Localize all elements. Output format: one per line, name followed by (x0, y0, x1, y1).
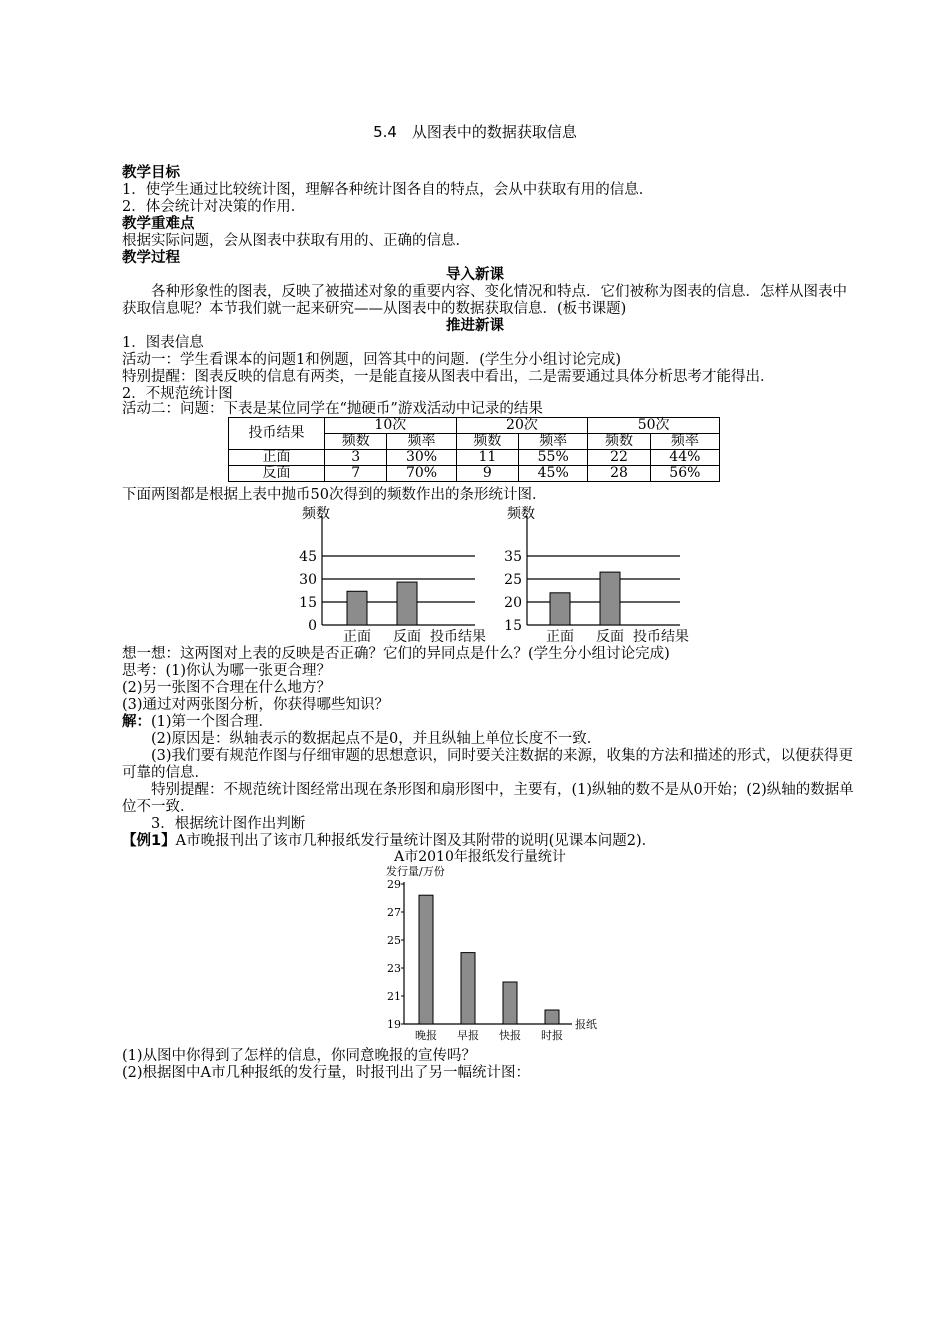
solution-3: (3)我们要有规范作图与仔细审题的思想意识，同时要关注数据的来源，收集的方法和描述的形式，以便获得更可靠的信息． (122, 748, 854, 781)
question-2: (2)另一张图不合理在什么地方？ (122, 680, 332, 696)
table-cell: 9 (456, 466, 518, 482)
table-cell: 28 (588, 466, 650, 482)
page-title: 5.4 从图表中的数据获取信息 (373, 123, 577, 141)
difficulty-heading: 教学重难点 (122, 216, 195, 232)
solution-2: (2)原因是：纵轴表示的数据起点不是0，并且纵轴上单位长度不一致． (151, 731, 602, 747)
y-tick-label: 25 (387, 934, 401, 947)
think-text: 想一想：这两图对上表的反映是否正确？它们的异同点是什么？(学生分小组讨论完成) (122, 646, 670, 662)
below-table-text: 下面两图都是根据上表中抛币50次得到的频数作出的条形统计图． (122, 487, 547, 503)
y-tick-label: 15 (299, 595, 317, 611)
bar-chart-right (475, 500, 705, 650)
table-corner: 投币结果 (229, 418, 325, 450)
y-axis-label: 频数 (302, 506, 330, 522)
bar (545, 1010, 559, 1024)
example-label: 【例1】 (122, 833, 176, 849)
section-3: 3．根据统计图作出判断 (151, 816, 306, 832)
y-tick-label: 19 (387, 1018, 401, 1031)
table-cell: 56% (650, 466, 719, 482)
goals-heading: 教学目标 (122, 165, 180, 181)
x-tick-label: 快报 (499, 1029, 521, 1042)
table-subheader: 频数 (588, 434, 650, 450)
intro-heading: 导入新课 (446, 267, 504, 283)
y-tick-label: 21 (387, 990, 401, 1003)
table-cell: 30% (387, 450, 456, 466)
table-subheader: 频数 (325, 434, 387, 450)
bar (419, 895, 433, 1024)
bar (503, 982, 517, 1024)
y-tick-label: 30 (299, 572, 317, 588)
table-cell: 22 (588, 450, 650, 466)
y-axis-label: 频数 (507, 506, 535, 522)
y-tick-label: 29 (387, 878, 401, 891)
table-subheader: 频率 (387, 434, 456, 450)
row-label: 正面 (229, 450, 325, 466)
x-tick-label: 正面 (343, 629, 371, 645)
row-label: 反面 (229, 466, 325, 482)
bar-chart-left (270, 500, 495, 650)
activity-2: 活动二：问题：下表是某位同学在“抛硬币”游戏活动中记录的结果 (122, 401, 543, 417)
y-tick-label: 35 (504, 549, 522, 565)
y-tick-label: 20 (504, 595, 522, 611)
x-tick-label: 早报 (457, 1029, 479, 1042)
difficulty-text: 根据实际问题，会从图表中获取有用的、正确的信息． (122, 233, 470, 249)
table-cell: 55% (519, 450, 588, 466)
x-tick-label: 反面 (596, 629, 624, 645)
part-2: (2)根据图中A市几种报纸的发行量，时报刊出了另一幅统计图： (122, 1065, 531, 1081)
table-row (229, 466, 720, 482)
bar (600, 572, 620, 625)
x-axis-label: 投币结果 (633, 629, 689, 645)
table-cell: 3 (325, 450, 387, 466)
x-tick-label: 晚报 (415, 1029, 437, 1042)
section-1: 1．图表信息 (122, 335, 204, 351)
solution-label: 解： (122, 714, 151, 730)
table-cell: 7 (325, 466, 387, 482)
bar (347, 591, 367, 625)
goal-2: 2．体会统计对决策的作用． (122, 199, 306, 215)
y-tick-label: 45 (299, 549, 317, 565)
table-cell: 45% (519, 466, 588, 482)
table-group-header: 10次 (325, 418, 457, 434)
chart-title: A市2010年报纸发行量统计 (394, 849, 566, 865)
tip-2: 特别提醒：不规范统计图经常出现在条形图和扇形图中，主要有，(1)纵轴的数不是从0开始；(2)纵轴的数据单位不一致． (122, 782, 854, 815)
y-axis-label: 发行量/万份 (386, 865, 445, 878)
table-group-header: 20次 (456, 418, 588, 434)
table-subheader: 频率 (519, 434, 588, 450)
table-row (229, 450, 720, 466)
y-tick-label: 23 (387, 962, 401, 975)
goal-1: 1．使学生通过比较统计图，理解各种统计图各自的特点，会从中获取有用的信息． (122, 182, 654, 198)
x-axis-label: 投币结果 (430, 629, 486, 645)
question-1: 思考：(1)你认为哪一张更合理？ (122, 663, 332, 679)
activity-1: 活动一：学生看课本的问题1和例题，回答其中的问题．(学生分小组讨论完成) (122, 352, 622, 368)
bar (397, 582, 417, 625)
bar (461, 953, 475, 1024)
solution-1: (1)第一个图合理． (151, 714, 274, 730)
table-subheader: 频数 (456, 434, 518, 450)
y-tick-label: 15 (504, 618, 522, 634)
y-tick-label: 0 (308, 618, 317, 634)
table-subheader: 频率 (650, 434, 719, 450)
table-group-header: 50次 (588, 418, 720, 434)
coin-table (228, 417, 720, 482)
table-cell: 70% (387, 466, 456, 482)
process-heading: 教学过程 (122, 250, 180, 266)
x-axis-label: 报纸 (575, 1018, 597, 1031)
y-tick-label: 25 (504, 572, 522, 588)
question-3: (3)通过对两张图分析，你获得哪些知识？ (122, 697, 390, 713)
part-1: (1)从图中你得到了怎样的信息，你同意晚报的宣传吗？ (122, 1048, 477, 1064)
y-tick-label: 27 (387, 906, 401, 919)
intro-paragraph: 各种形象性的图表，反映了被描述对象的重要内容、变化情况和特点．它们被称为图表的信息．怎样从图表中获取信息呢？本节我们就一起来研究——从图表中的数据获取信息．(板书课题) (122, 284, 847, 317)
bar (550, 593, 570, 625)
new-lesson-heading: 推进新课 (446, 318, 504, 334)
newspaper-chart (340, 848, 620, 1048)
example-text: A市晚报刊出了该市几种报纸发行量统计图及其附带的说明(见课本问题2)． (175, 833, 657, 849)
x-tick-label: 时报 (541, 1029, 563, 1042)
section-2: 2．不规范统计图 (122, 386, 233, 402)
table-cell: 11 (456, 450, 518, 466)
x-tick-label: 反面 (393, 629, 421, 645)
tip-1: 特别提醒：图表反映的信息有两类，一是能直接从图表中看出，二是需要通过具体分析思考才能得出． (122, 369, 775, 385)
table-cell: 44% (650, 450, 719, 466)
x-tick-label: 正面 (546, 629, 574, 645)
